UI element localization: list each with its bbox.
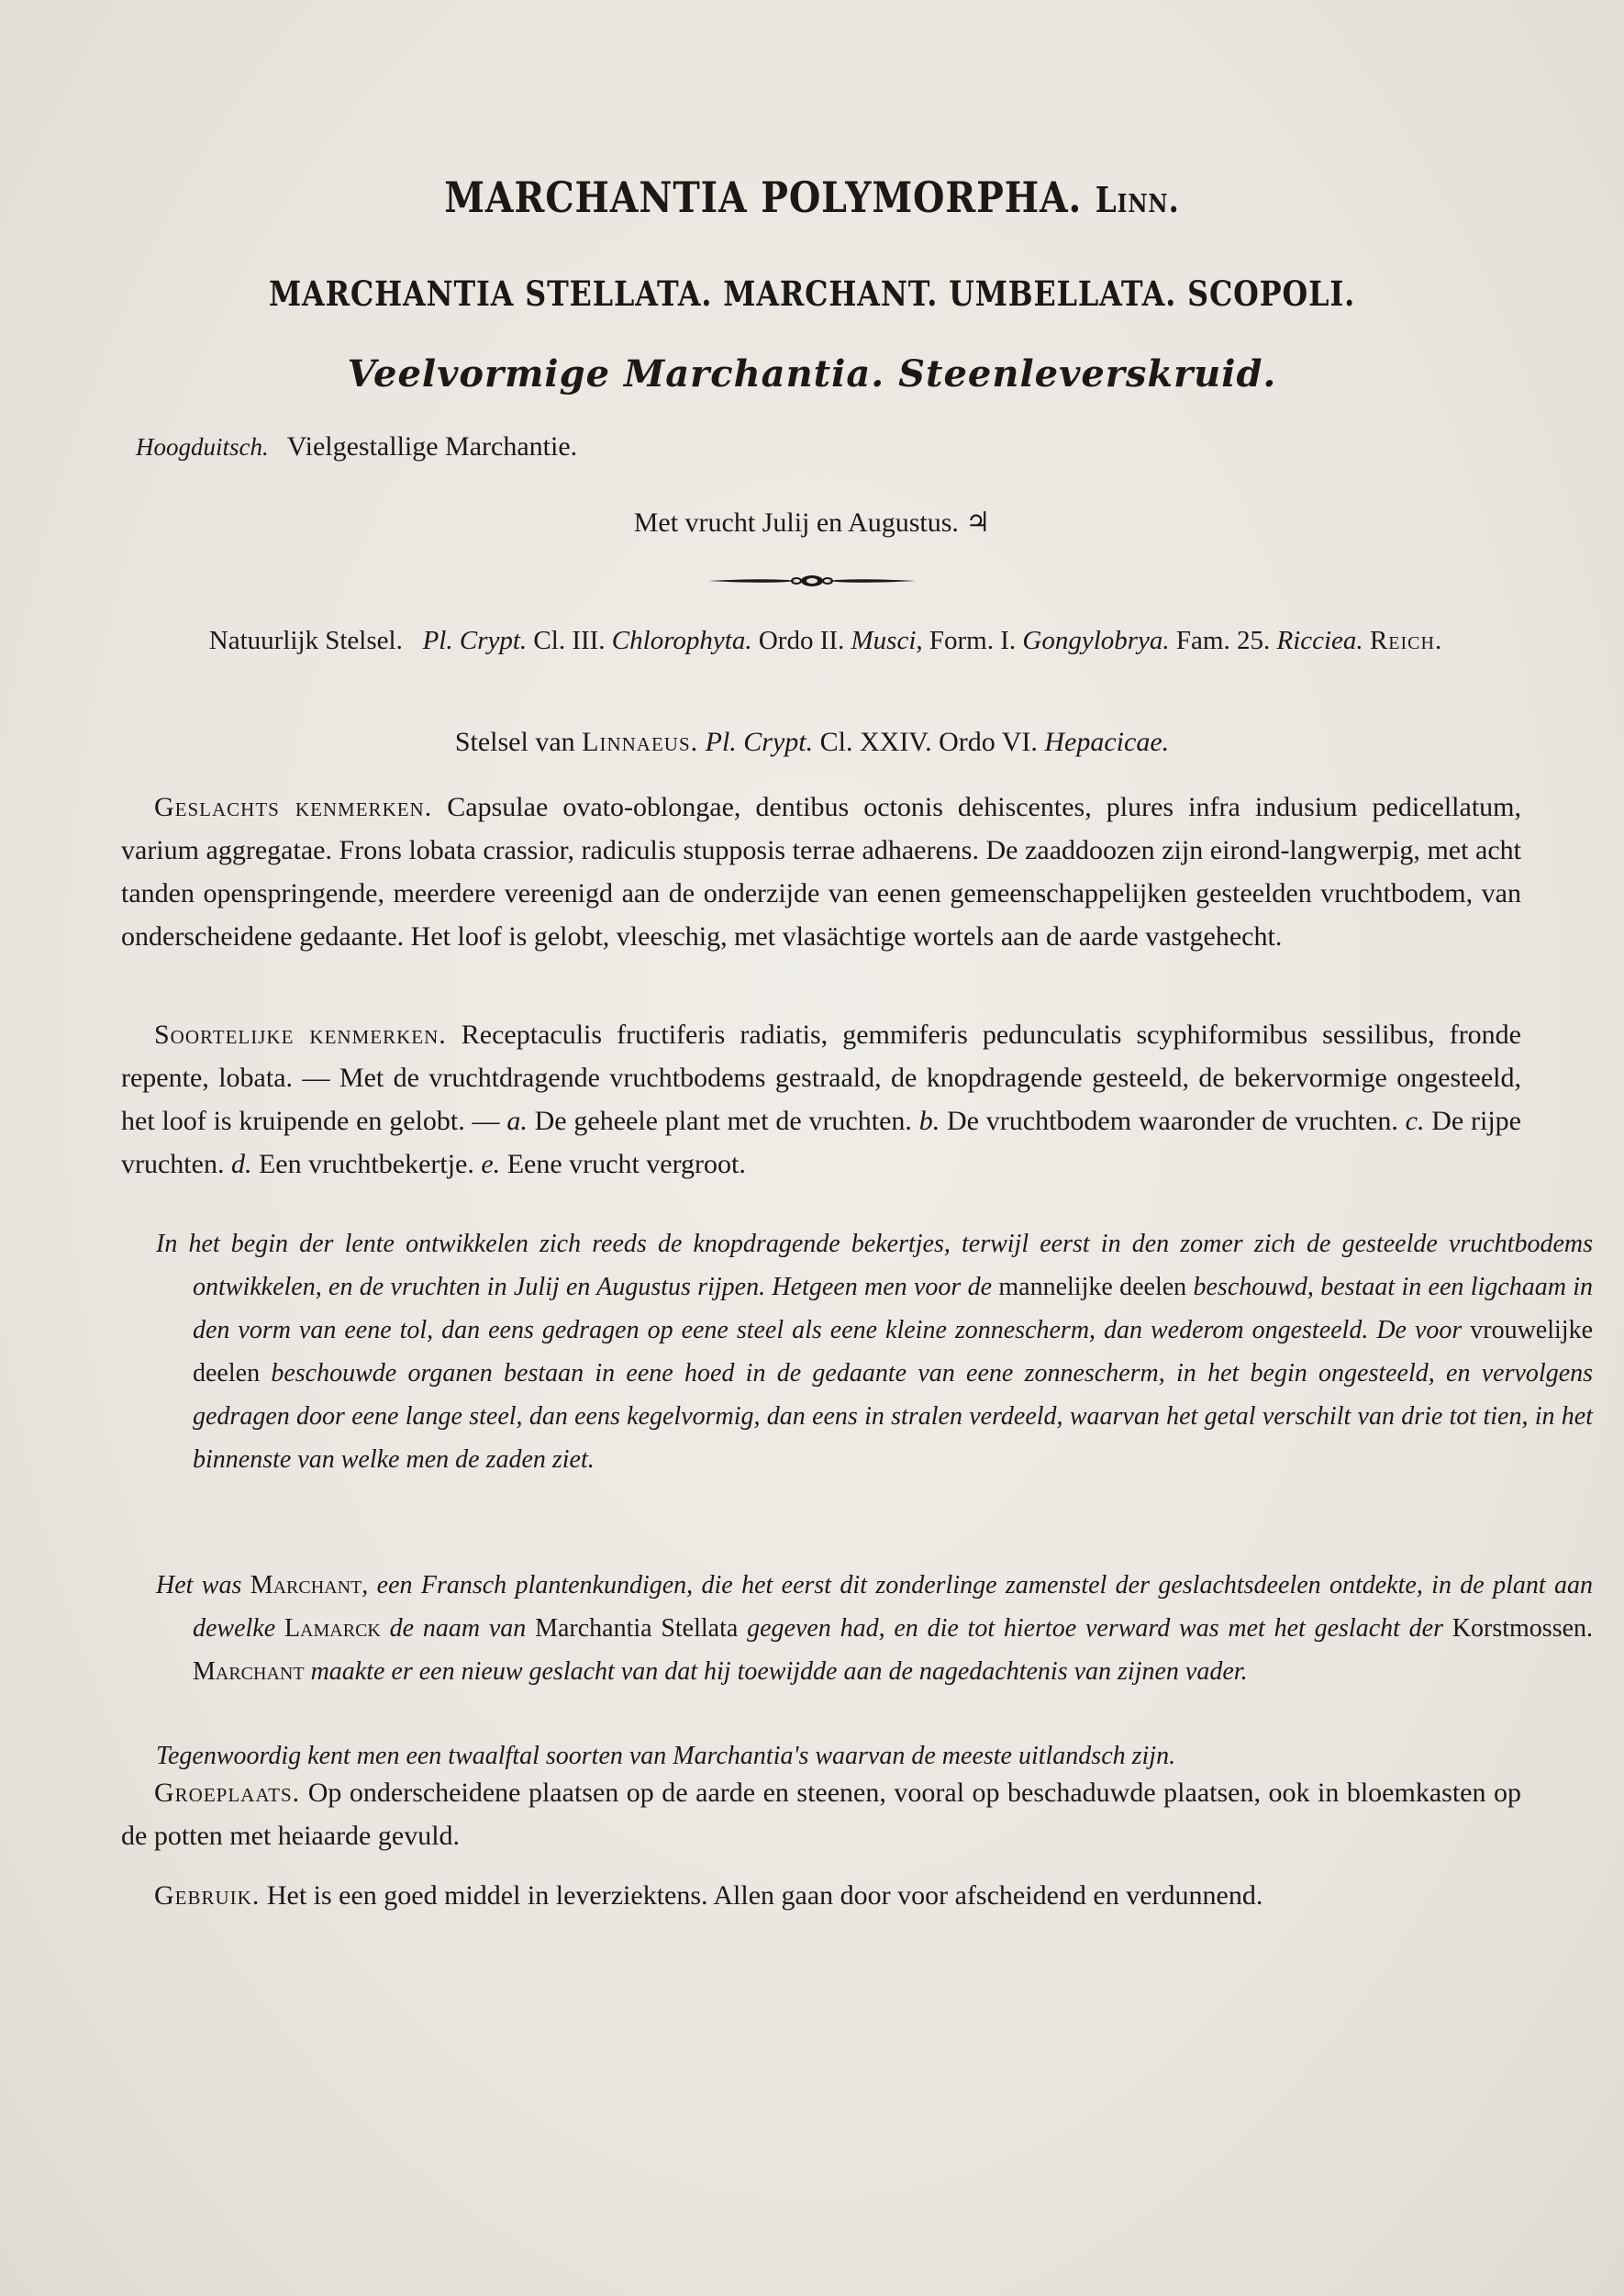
figure-e-text: Eene vrucht vergroot. <box>506 1149 746 1179</box>
figure-d: d. <box>230 1149 252 1179</box>
marchant-name-2: Marchant <box>193 1657 305 1686</box>
synonyms: MARCHANTIA STELLATA. MARCHANT. UMBELLATA. SCOPOLI. <box>268 273 1356 314</box>
note2-part4: gegeven had, en die tot hiertoe verward was met het geslacht der <box>747 1614 1444 1643</box>
genus-text: Capsulae ovato-oblongae, dentibus octonis dehiscentes, plures infra indusium pedicellatum, varium aggregatae. Frons lobata crassior, radiculis stupposis terrae adhaerens. De zaaddoozen zijn eirond-langwerpig, met acht tanden openspringende, meerdere vereenigd aan de onderzijde van eenen gemeenschappelijken gesteelden vruchtbodem, van onderscheidene gedaante. Het loof is gelobt, vleeschig, met vlasächtige wortels aan de aarde vastgehecht. <box>121 792 1521 952</box>
lamarck-name: Lamarck <box>284 1614 381 1643</box>
title-main: MARCHANTIA POLYMORPHA. <box>444 173 1083 222</box>
figure-c: c. <box>1405 1106 1425 1136</box>
note1-part3: beschouwde organen bestaan in eene hoed in de gedaante van eene zonnescherm, in het begin ongesteeld, en vervolgens gedragen door eene lange steel, dan eens kegelvormig, dan eens in stralen verdeeld, waarvan het getal verschilt van drie tot tien, in het binnenste van welke men de zaden ziet. <box>193 1359 1594 1474</box>
german-label: Hoogduitsch. <box>136 433 269 461</box>
note2-part2: , een Fransch plantenkundigen, die het eerst dit zonderlinge zamenstel der geslachtsdeelen ontdekte, in de plant aan dewelke <box>193 1571 1594 1643</box>
linnaeus-ordo: Ordo VI. <box>939 727 1038 757</box>
title-author: Linn. <box>1095 179 1180 220</box>
ornament-divider <box>708 571 916 591</box>
italic-note-marchant <box>121 1564 1593 1693</box>
fam-label: Fam. 25. <box>1175 626 1271 655</box>
note2-roman2: Korstmossen. <box>1452 1614 1594 1643</box>
figure-a-text: De geheele plant met de vruchten. <box>534 1106 912 1136</box>
gongylobrya: Gongylobrya. <box>1022 626 1170 655</box>
figure-a: a. <box>506 1106 528 1136</box>
form-label: Form. I. <box>929 626 1017 655</box>
use-text: Het is een goed middel in leverziektens. Allen gaan door voor afscheidend en verdunnend. <box>266 1880 1263 1911</box>
figure-b-text: De vruchtbodem waaronder de vruchten. <box>947 1106 1398 1136</box>
note2-part1: Het was <box>156 1571 242 1599</box>
note2-part5: maakte er een nieuw geslacht van dat hij toewijdde aan de nagedachtenis van zijnen vader. <box>310 1657 1248 1686</box>
ricciea: Ricciea. <box>1276 626 1363 655</box>
german-name: Vielgestallige Marchantie. <box>286 431 578 462</box>
use <box>121 1874 1521 1917</box>
species-label: Soortelijke kenmerken. <box>154 1020 447 1050</box>
natural-system-label: Natuurlijk Stelsel. <box>208 626 403 655</box>
linnaeus: Linnaeus. <box>582 727 699 757</box>
note1-roman1: mannelijke deelen <box>998 1273 1187 1301</box>
italic-note-development <box>121 1222 1593 1481</box>
habitat-text: Op onderscheidene plaatsen op de aarde en steenen, vooral op beschaduwde plaatsen, ook in bloemkasten op de potten met heiaarde gevuld. <box>121 1778 1521 1851</box>
ordo-label: Ordo II. <box>758 626 845 655</box>
note2-roman1: Marchantia Stellata <box>535 1614 739 1643</box>
figure-d-text: Een vruchtbekertje. <box>258 1149 474 1179</box>
use-label: Gebruik. <box>154 1880 261 1911</box>
pl-crypt: Pl. Crypt. <box>422 626 528 655</box>
fruiting-period: Met vrucht Julij en Augustus. ♃ <box>633 507 991 538</box>
natural-system <box>147 620 1505 661</box>
figure-b: b. <box>918 1106 940 1136</box>
figure-e: e. <box>481 1149 501 1179</box>
figure-c-text: De rijpe vruchten. <box>121 1106 1522 1179</box>
species-text: Receptaculis fructiferis radiatis, gemmiferis pedunculatis scyphiformibus sessilibus, fronde repente, lobata. — Met de vruchtdragende vruchtbodems gestraald, de knopdragende gesteeld, de bekervormige ongesteeld, het loof is kruipende en gelobt. — <box>121 1020 1521 1136</box>
class-label: Cl. III. <box>533 626 606 655</box>
note1-roman2: vrouwelijke deelen <box>193 1316 1594 1388</box>
reich: Reich. <box>1369 626 1443 655</box>
genus-label: Geslachts kenmerken. <box>154 792 433 822</box>
habitat-label: Groeplaats. <box>154 1778 301 1808</box>
habitat <box>121 1771 1521 1857</box>
linnaeus-system <box>0 727 1624 758</box>
hepaticae: Hepacicae. <box>1044 727 1170 757</box>
musci: Musci, <box>851 626 923 655</box>
marchant-name: Marchant <box>250 1571 362 1599</box>
linnaeus-prefix: Stelsel van <box>454 727 575 757</box>
german-name-line <box>136 431 577 463</box>
linnaeus-pl-crypt: Pl. Crypt. <box>705 727 814 757</box>
linnaeus-class: Cl. XXIV. <box>819 727 932 757</box>
dutch-names: Veelvormige Marchantia. Steenleverskruid. <box>347 352 1277 396</box>
note1-part1: In het begin der lente ontwikkelen zich reeds de knopdragende bekertjes, terwijl eerst in den zomer zich de gesteelde vruchtbodems ontwikkelen, en de vruchten in Julij en Augustus rijpen. Hetgeen men voor de <box>156 1230 1593 1301</box>
italic-note-species-count: Tegenwoordig kent men een twaalftal soorten van Marchantia's waarvan de meeste uitlandsch zijn. <box>156 1742 1176 1770</box>
note1-part2: beschouwd, bestaat in een ligchaam in den vorm van eene tol, dan eens gedragen op eene steel als eene kleine zonnescherm, dan wederom ongesteeld. De voor <box>193 1273 1594 1344</box>
note2-part3: de naam van <box>389 1614 527 1643</box>
species-characteristics <box>121 1013 1521 1186</box>
page-title <box>114 173 1510 222</box>
chlorophyta: Chlorophyta. <box>611 626 752 655</box>
genus-characteristics <box>121 786 1521 958</box>
